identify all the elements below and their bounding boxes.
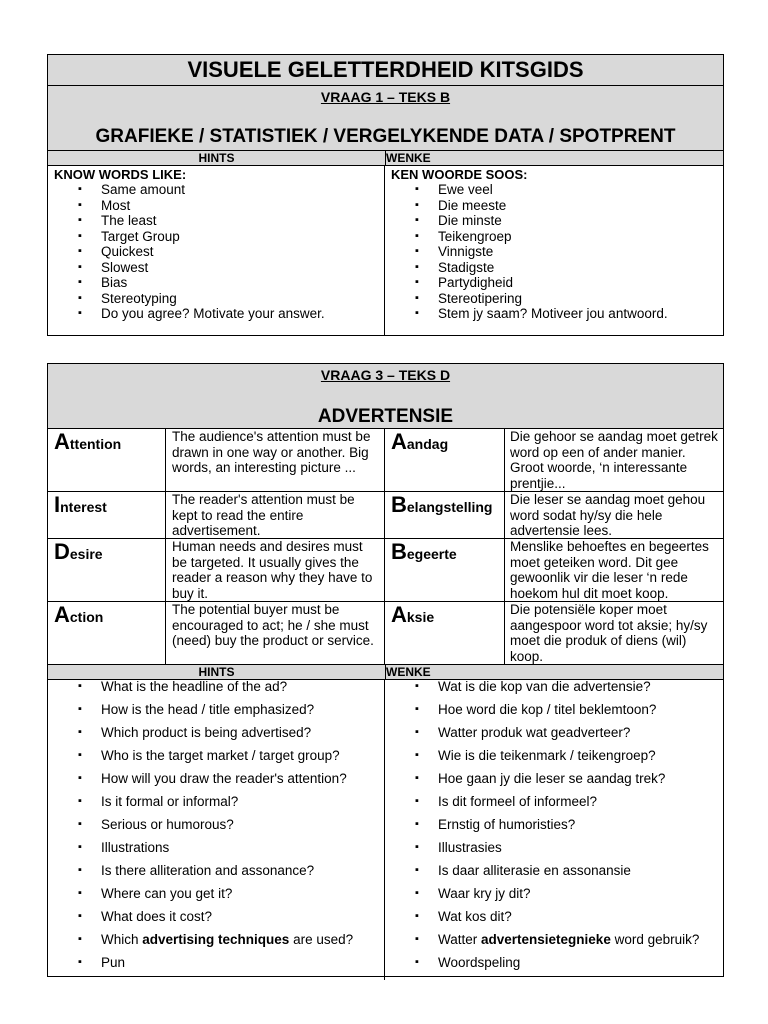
- section-1-column-headers: [48, 151, 723, 166]
- know-words-list: [48, 182, 384, 322]
- question-text: What is the headline of the ad?: [101, 679, 288, 694]
- question-text: Hoe gaan jy die leser se aandag trek?: [438, 771, 666, 786]
- aida-initial: A: [54, 602, 70, 627]
- aida-initial: B: [391, 492, 407, 517]
- aida-term-rest: esire: [69, 546, 103, 562]
- main-title: VISUELE GELETTERDHEID KITSGIDS: [48, 55, 723, 86]
- question-item: [78, 790, 384, 813]
- list-item: ▪ Die minste: [415, 213, 723, 229]
- question-3-label: VRAAG 3 – TEKS D: [320, 367, 451, 383]
- question-item: [78, 928, 384, 951]
- list-item: ▪ Stem jy saam? Motiveer jou antwoord.: [415, 306, 723, 322]
- hints-questions-list: [48, 675, 384, 974]
- aida-term-rest: elangstelling: [406, 499, 493, 515]
- aida-term-rest: ksie: [406, 609, 435, 625]
- wenke-questions-column: [385, 680, 723, 980]
- question-item: [78, 767, 384, 790]
- question-text: Wie is die teikenmark / teikengroep?: [438, 748, 656, 763]
- question-text: Illustrasies: [438, 840, 502, 855]
- aida-description-af: Menslike behoeftes en begeertes moet geteiken word. Dit gee gewoonlik vir die leser ‘n rede hoekom hul dit moet koop.: [510, 539, 709, 601]
- aida-term-rest: andag: [406, 436, 449, 452]
- aida-row: [48, 429, 723, 492]
- question-text-end: word gebruik?: [610, 932, 700, 947]
- list-item: ▪ Die meeste: [415, 198, 723, 214]
- wenke-column: [385, 166, 723, 336]
- question-item: [415, 675, 723, 698]
- question-item: [78, 836, 384, 859]
- list-item: ▪ Stereotipering: [415, 291, 723, 307]
- aida-term-af: [385, 429, 505, 491]
- question-item: [415, 836, 723, 859]
- question-text: Wat kos dit?: [438, 909, 512, 924]
- question-item: [78, 882, 384, 905]
- wenke-header: WENKE: [386, 151, 431, 165]
- ken-woorde-list: [385, 182, 723, 322]
- aida-term-rest: egeerte: [406, 546, 457, 562]
- question-text: Ernstig of humoristies?: [438, 817, 576, 832]
- aida-initial: D: [54, 539, 70, 564]
- aida-term-rest: ction: [69, 609, 104, 625]
- hints-column: [48, 166, 385, 336]
- question-1-label: VRAAG 1 – TEKS B: [320, 89, 451, 105]
- question-item: [415, 951, 723, 974]
- question-item: [415, 744, 723, 767]
- question-1-header: [48, 86, 723, 151]
- list-item: ▪ Ewe veel: [415, 182, 723, 198]
- aida-initial: B: [391, 539, 407, 564]
- section-2-title: ADVERTENSIE: [317, 406, 454, 427]
- aida-term-en: [48, 492, 166, 538]
- aida-term-en: [48, 539, 166, 601]
- hints-header-2: HINTS: [48, 665, 386, 679]
- question-item: [78, 721, 384, 744]
- question-text: What does it cost?: [101, 909, 213, 924]
- question-item: [415, 905, 723, 928]
- question-text: Illustrations: [101, 840, 170, 855]
- know-words-title: KNOW WORDS LIKE:: [54, 167, 187, 182]
- aida-description-af: Die potensiële koper moet aangespoor word tot aksie; hy/sy moet die produk of diens (wil) koop.: [510, 602, 708, 664]
- hints-header: HINTS: [48, 151, 386, 165]
- aida-row: [48, 539, 723, 602]
- question-text: Waar kry jy dit?: [438, 886, 531, 901]
- list-item: ▪ Slowest: [78, 260, 384, 276]
- question-item: [415, 790, 723, 813]
- list-item: ▪ Stereotyping: [78, 291, 384, 307]
- section-1-title: GRAFIEKE / STATISTIEK / VERGELYKENDE DATA / SPOTPRENT: [95, 126, 676, 147]
- wenke-questions-list: [385, 675, 723, 974]
- question-item: [415, 767, 723, 790]
- question-text: How is the head / title emphasized?: [101, 702, 315, 717]
- section-graphs-table: [47, 54, 724, 336]
- question-text: Serious or humorous?: [101, 817, 234, 832]
- list-item: ▪ Stadigste: [415, 260, 723, 276]
- question-item: [78, 905, 384, 928]
- question-text: Wat is die kop van die advertensie?: [438, 679, 651, 694]
- question-item: [415, 698, 723, 721]
- list-item: ▪ Teikengroep: [415, 229, 723, 245]
- list-item: ▪ Most: [78, 198, 384, 214]
- aida-description-en: The potential buyer must be encouraged to act; he / she must (need) buy the product or service.: [166, 602, 385, 664]
- question-item: [415, 721, 723, 744]
- question-text: Woordspeling: [438, 955, 521, 970]
- question-text: Who is the target market / target group?: [101, 748, 340, 763]
- wenke-header-2: WENKE: [386, 665, 431, 679]
- aida-description-en: The reader's attention must be kept to read the entire advertisement.: [166, 492, 385, 538]
- question-item: [78, 744, 384, 767]
- aida-row: [48, 602, 723, 665]
- question-text: Is daar alliterasie en assonansie: [438, 863, 631, 878]
- question-text: Is dit formeel of informeel?: [438, 794, 598, 809]
- list-item: ▪ Quickest: [78, 244, 384, 260]
- list-item: ▪ Vinnigste: [415, 244, 723, 260]
- list-item: ▪ Bias: [78, 275, 384, 291]
- list-item: ▪ Do you agree? Motivate your answer.: [78, 306, 384, 322]
- question-item: [78, 698, 384, 721]
- question-item: [415, 859, 723, 882]
- question-text: Pun: [101, 955, 126, 970]
- aida-term-rest: ttention: [69, 436, 122, 452]
- aida-term-en: [48, 429, 166, 491]
- question-text: Is there alliteration and assonance?: [101, 863, 315, 878]
- question-emphasis: advertising techniques: [142, 932, 290, 947]
- hints-questions-column: [48, 680, 385, 980]
- list-item: ▪ Target Group: [78, 229, 384, 245]
- ken-woorde-title: KEN WOORDE SOOS:: [391, 167, 528, 182]
- aida-term-af: [385, 539, 505, 601]
- aida-initial: A: [391, 429, 407, 454]
- question-item: [415, 928, 723, 951]
- question-text: Is it formal or informal?: [101, 794, 239, 809]
- aida-table: [48, 429, 723, 665]
- question-text-end: are used?: [289, 932, 354, 947]
- aida-initial: A: [391, 602, 407, 627]
- question-text: Watter: [438, 932, 482, 947]
- aida-term-af: [385, 602, 505, 664]
- section-advertisement-table: [47, 363, 724, 977]
- question-text: Which product is being advertised?: [101, 725, 312, 740]
- aida-description-en: Human needs and desires must be targeted. It usually gives the reader a reason why they have to buy it.: [166, 539, 385, 601]
- aida-term-af: [385, 492, 505, 538]
- aida-initial: I: [54, 492, 61, 517]
- question-text: Where can you get it?: [101, 886, 233, 901]
- question-3-header: [48, 364, 723, 429]
- list-item: ▪ Same amount: [78, 182, 384, 198]
- aida-term-en: [48, 602, 166, 664]
- question-text: Which: [101, 932, 143, 947]
- aida-initial: A: [54, 429, 70, 454]
- question-item: [415, 813, 723, 836]
- list-item: ▪ The least: [78, 213, 384, 229]
- aida-description-af: Die gehoor se aandag moet getrek word op een of ander manier. Groot woorde, ‘n interessante prentjie...: [510, 429, 718, 491]
- question-emphasis: advertensietegnieke: [481, 932, 611, 947]
- aida-description-af: Die leser se aandag moet gehou word sodat hy/sy die hele advertensie lees.: [510, 492, 706, 538]
- list-item: ▪ Partydigheid: [415, 275, 723, 291]
- aida-row: [48, 492, 723, 539]
- aida-description-en: The audience's attention must be drawn in one way or another. Big words, an interesting picture ...: [166, 429, 385, 491]
- question-text: How will you draw the reader's attention?: [101, 771, 347, 786]
- question-item: [78, 813, 384, 836]
- question-text: Hoe word die kop / titel beklemtoon?: [438, 702, 657, 717]
- question-item: [78, 951, 384, 974]
- question-item: [78, 859, 384, 882]
- aida-term-rest: nterest: [60, 499, 107, 515]
- question-item: [415, 882, 723, 905]
- question-item: [78, 675, 384, 698]
- question-text: Watter produk wat geadverteer?: [438, 725, 631, 740]
